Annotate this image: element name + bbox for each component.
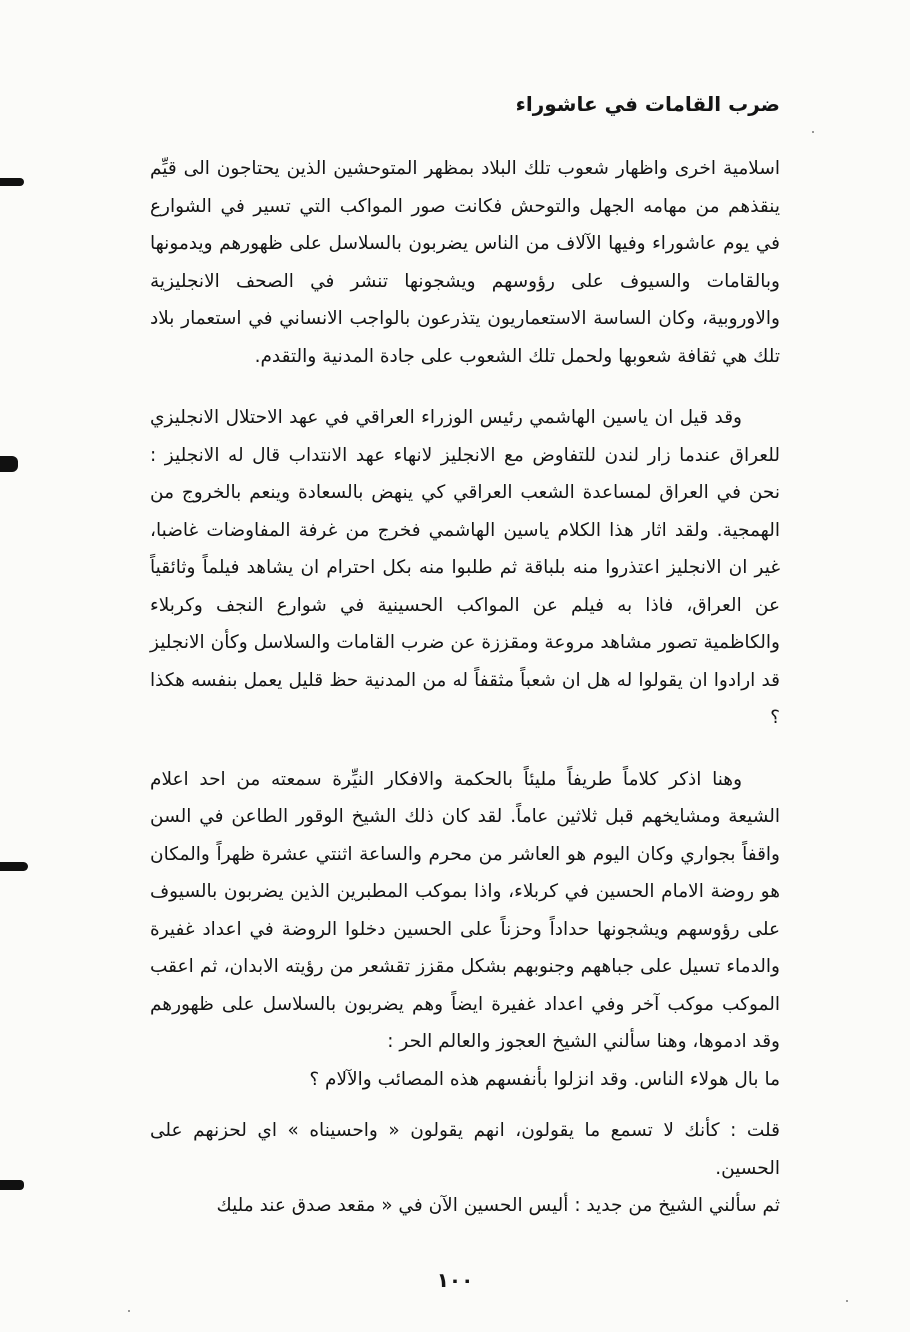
paragraph-2: وقد قيل ان ياسين الهاشمي رئيس الوزراء العراقي في عهد الاحتلال الانجليزي للعراق عندما زار لندن للتفاوض مع الانجليز لانهاء عهد الانتداب قال له الانجليز : نحن في العراق لمساعدة الشعب العراقي كي ينهض بالسعادة وينعم بالخروج من الهمجية. ولقد اثار هذا الكلام ياسين الهاشمي فخرج من غرفة المفاوضات غاضبا، غير ان الانجليز اعتذروا منه بلباقة ثم طلبوا منه بكل احترام ان يشاهد فيلماً وثائقياً عن العراق، فاذا به فيلم عن المواكب الحسينية في شوارع النجف وكربلاء والكاظمية تصور مشاهد مروعة ومقززة عن ضرب القامات والسلاسل وكأن الانجليز قد ارادوا ان يقولوا له هل ان شعباً مثقفاً له من المدنية حظ قليل يعمل بنفسه هكذا ؟ bbox=[150, 407, 780, 728]
margin-scan-mark bbox=[0, 456, 18, 472]
running-title: ضرب القامات في عاشوراء bbox=[515, 92, 780, 116]
paragraph-4: ما بال هولاء الناس. وقد انزلوا بأنفسهم هذه المصائب والآلام ؟ bbox=[309, 1068, 780, 1090]
paragraph-1: اسلامية اخرى واظهار شعوب تلك البلاد بمظهر المتوحشين الذين يحتاجون الى قيِّم ينقذهم من مهامه الجهل والتوحش فكانت صور المواكب التي تسير في الشوارع في يوم عاشوراء وفيها الآلاف من الناس يضربون بالسلاسل على ظهورهم ويدمونها وبالقامات والسيوف على رؤوسهم ويشجونها تنشر في الصحف الانجليزية والاوروبية، وكان الساسة الاستعماريون يتذرعون بالواجب الانساني في استعمار بلاد تلك هي ثقافة شعوبها ولحمل تلك الشعوب على جادة المدنية والتقدم. bbox=[150, 158, 780, 367]
margin-scan-mark bbox=[0, 862, 28, 871]
scan-speck bbox=[812, 131, 814, 133]
margin-scan-mark bbox=[0, 1180, 24, 1190]
paragraph-5: قلت : كأنك لا تسمع ما يقولون، انهم يقولون « واحسيناه » اي لحزنهم على الحسين. bbox=[150, 1120, 780, 1179]
margin-scan-mark bbox=[0, 178, 24, 186]
page-number: ١٠٠ bbox=[436, 1268, 474, 1292]
paragraph-6: ثم سألني الشيخ من جديد : أليس الحسين الآن في « مقعد صدق عند مليك bbox=[216, 1195, 780, 1216]
paragraph-3: وهنا اذكر كلاماً طريفاً مليئاً بالحكمة والافكار النيِّرة سمعته من احد اعلام الشيعة ومشايخهم قبل ثلاثين عاماً. لقد كان ذلك الشيخ الوقور الطاعن في السن واقفاً بجواري وكان اليوم هو العاشر من محرم والساعة اثنتي عشرة ظهراً والمكان هو روضة الامام الحسين في كربلاء، واذا بموكب المطبرين الذين يضربون بالسيوف على رؤوسهم ويشجونها حداداً وحزناً على الحسين دخلوا الروضة في اعداد غفيرة والدماء تسيل على جباههم وجنوبهم بشكل مقزز تقشعر من رؤيته الابدان، ثم اعقب الموكب موكب آخر وفي اعداد غفيرة ايضاً وهم يضربون بالسلاسل على ظهورهم وقد ادموها، وهنا سألني الشيخ العجوز والعالم الحر : bbox=[150, 768, 780, 1052]
scan-speck bbox=[846, 1300, 848, 1302]
scan-speck bbox=[128, 1310, 130, 1312]
body-text bbox=[150, 150, 780, 1225]
